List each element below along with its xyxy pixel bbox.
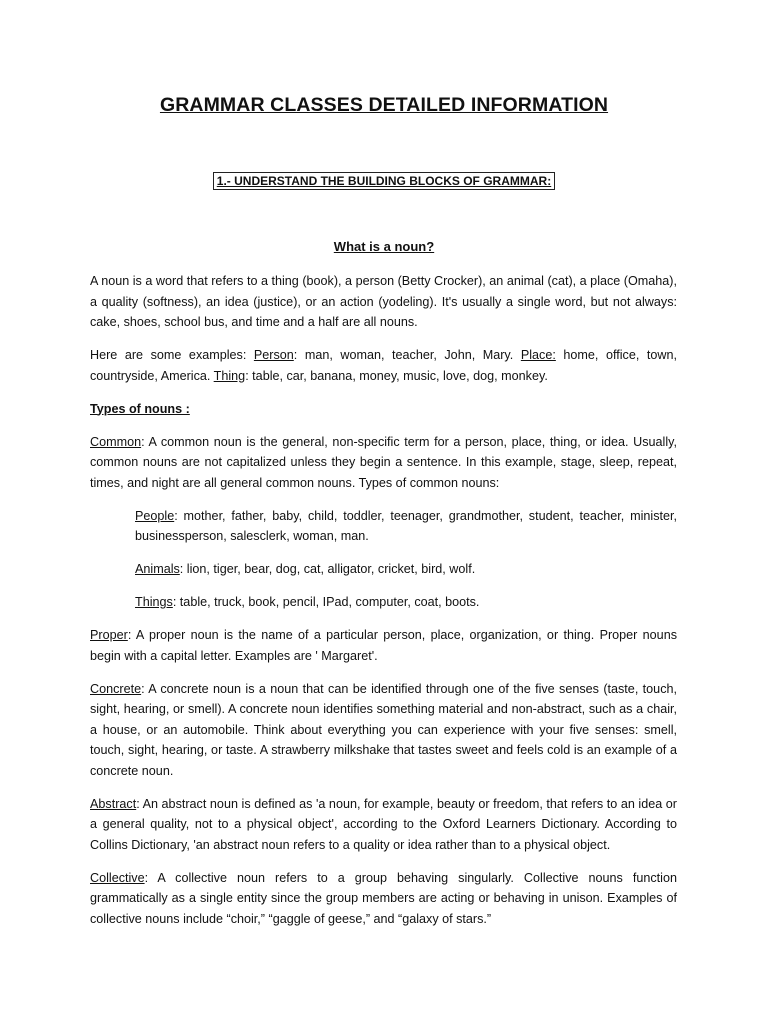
person-text: : man, woman, teacher, John, Mary.	[293, 348, 521, 362]
abstract-paragraph	[90, 794, 677, 856]
common-paragraph	[90, 432, 677, 494]
place-text: home, office, town, countryside, America.	[90, 348, 677, 383]
collective-label: Collective	[90, 870, 145, 885]
examples-lead: Here are some examples:	[90, 348, 254, 362]
animals-paragraph	[135, 559, 677, 580]
abstract-label: Abstract	[90, 796, 137, 811]
document-title: GRAMMAR CLASSES DETAILED INFORMATION	[159, 94, 609, 116]
proper-text: : A proper noun is the name of a particular person, place, organization, or thing. Proper nouns begin with a capital letter. Examples are ' Margaret'.	[90, 628, 677, 663]
noun-subheading: What is a noun?	[333, 239, 435, 254]
section-heading: 1.- UNDERSTAND THE BUILDING BLOCKS OF GRAMMAR:	[213, 172, 555, 190]
types-heading-text: Types of nouns :	[90, 401, 190, 416]
abstract-text: : An abstract noun is defined as 'a noun, for example, beauty or freedom, that refers to an idea or a general quality, not to a physical object', according to the Oxford Learners Dictionary. According to Collins Dictionary, 'an abstract noun refers to a quality or idea rather than to a physical object.	[90, 796, 677, 852]
document-body	[90, 271, 677, 942]
concrete-label: Concrete	[90, 681, 142, 696]
people-label: People	[135, 508, 175, 523]
people-text: : mother, father, baby, child, toddler, teenager, grandmother, student, teacher, minister, businessperson, salesclerk, woman, man.	[135, 508, 677, 543]
common-text: : A common noun is the general, non-specific term for a person, place, thing, or idea. Usually, common nouns are not capitalized unless they begin a sentence. In this example, stage, sleep, repeat, times, and night are all general common nouns. Types of common nouns:	[90, 434, 677, 490]
thing-text: : table, car, banana, money, music, love, dog, monkey.	[245, 368, 548, 383]
concrete-text: : A concrete noun is a noun that can be identified through one of the five senses (taste, touch, sight, hearing, or smell). A concrete noun identifies something material and non-abstract, such as a chair, a house, or an automobile. Think about everything you can experience with your five senses: smell, touch, sight, hearing, or taste. A strawberry milkshake that tastes sweet and feels cold is an example of a concrete noun.	[90, 681, 677, 778]
proper-label: Proper	[90, 628, 128, 642]
collective-text: : A collective noun refers to a group behaving singularly. Collective nouns function grammatically as a single entity since the group members are acting or behaving in unison. Examples of collective nouns include “choir,” “gaggle of geese,” and “galaxy of stars.”	[90, 870, 677, 926]
collective-paragraph	[90, 868, 677, 930]
things-paragraph	[135, 592, 677, 613]
person-label: Person	[253, 348, 294, 362]
section-heading-wrap	[0, 172, 768, 190]
people-paragraph	[135, 506, 677, 547]
types-heading	[90, 399, 677, 420]
intro-paragraph: A noun is a word that refers to a thing (book), a person (Betty Crocker), an animal (cat), a place (Omaha), a quality (softness), an idea (justice), or an action (yodeling). It's usually a single word, but not always: cake, shoes, school bus, and time and a half are all nouns.	[90, 274, 677, 329]
concrete-paragraph	[90, 679, 677, 782]
thing-label: Thing	[213, 368, 246, 383]
proper-paragraph	[90, 625, 677, 666]
examples-paragraph	[90, 345, 677, 386]
things-label: Things	[135, 595, 173, 609]
animals-label: Animals	[135, 562, 180, 576]
common-label: Common	[90, 434, 142, 449]
things-text: : table, truck, book, pencil, IPad, computer, coat, boots.	[172, 595, 480, 609]
place-label: Place:	[520, 348, 556, 362]
animals-text: : lion, tiger, bear, dog, cat, alligator, cricket, bird, wolf.	[179, 562, 476, 576]
